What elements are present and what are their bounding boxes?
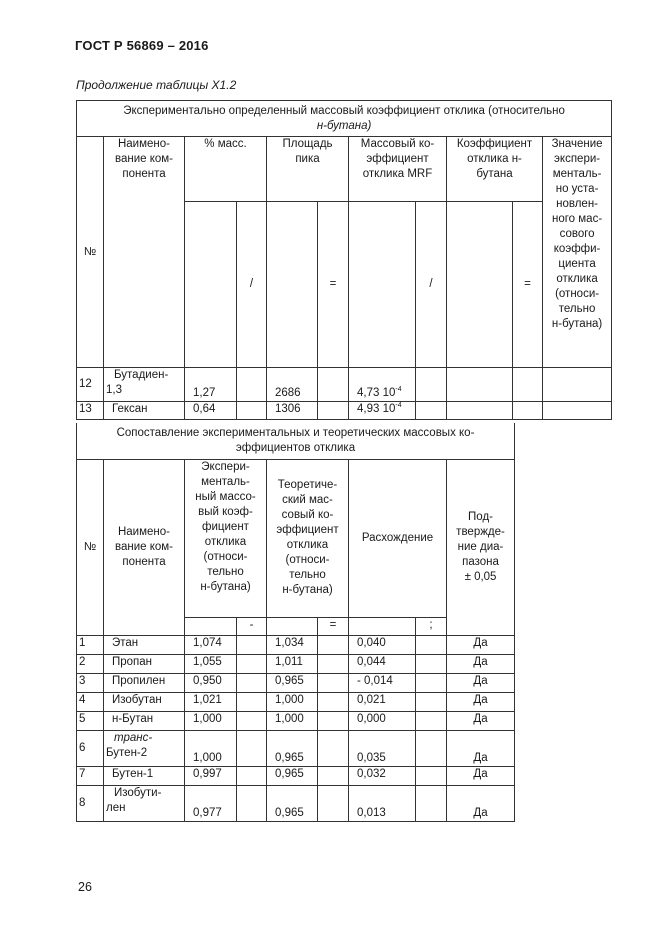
semicolon-operator: ; — [416, 617, 447, 635]
mass-percent-value: 1,27 — [185, 368, 237, 402]
confirmation-value: Да — [447, 766, 515, 785]
row-number: 3 — [77, 673, 104, 692]
confirmation-value: Да — [447, 654, 515, 673]
difference-value: - 0,014 — [349, 673, 416, 692]
theoretical-value: 1,000 — [267, 711, 318, 730]
equals-operator: = — [513, 202, 543, 368]
mrf-value-subcell — [349, 202, 416, 368]
experimental-value: 1,021 — [185, 692, 237, 711]
col-theoretical-coef-header: Теоретиче- ский мас- совый ко- эффициент отклика (относи- тельно н-бутана) — [267, 459, 349, 617]
mass-value-subcell — [185, 202, 237, 368]
table-row — [77, 711, 515, 730]
table-row — [77, 673, 515, 692]
difference-value: 0,040 — [349, 635, 416, 654]
row-number: 2 — [77, 654, 104, 673]
area-value-subcell — [267, 202, 318, 368]
component-name: Бутен-1 — [104, 766, 185, 785]
component-name: Гексан — [104, 402, 185, 420]
experimental-value: 1,055 — [185, 654, 237, 673]
document-header: ГОСТ Р 56869 – 2016 — [75, 38, 209, 53]
experimental-value: 1,000 — [185, 711, 237, 730]
row-number: 4 — [77, 692, 104, 711]
row-number: 5 — [77, 711, 104, 730]
confirmation-value: Да — [447, 673, 515, 692]
row-number: 8 — [77, 785, 104, 821]
table-row — [77, 692, 515, 711]
row-number: 7 — [77, 766, 104, 785]
experimental-value: 1,000 — [185, 730, 237, 766]
divide-operator: / — [416, 202, 447, 368]
component-name: Изобутан — [104, 692, 185, 711]
col-number-header: № — [77, 459, 104, 635]
theoretical-value: 0,965 — [267, 730, 318, 766]
component-name: Бутадиен- 1,3 — [104, 368, 185, 402]
row-number: 13 — [77, 402, 104, 420]
difference-value: 0,013 — [349, 785, 416, 821]
comparison-table — [76, 423, 515, 822]
component-name: транс- Бутен-2 — [104, 730, 185, 766]
experimental-value: 1,074 — [185, 635, 237, 654]
col-range-confirmation-header: Под- твержде- ние диа- пазона ± 0,05 — [447, 459, 515, 635]
theoretical-value: 0,965 — [267, 766, 318, 785]
divide-operator: / — [237, 202, 267, 368]
component-name: Этан — [104, 635, 185, 654]
col-peak-area-header: Площадь пика — [267, 137, 349, 202]
table2-title: Сопоставление экспериментальных и теоретических массовых ко- эффициентов отклика — [77, 423, 515, 459]
row-number: 12 — [77, 368, 104, 402]
table-row — [77, 368, 612, 402]
page-number: 26 — [78, 880, 92, 894]
theoretical-value: 1,034 — [267, 635, 318, 654]
difference-value: 0,035 — [349, 730, 416, 766]
col-number-header: № — [77, 137, 104, 368]
difference-value: 0,044 — [349, 654, 416, 673]
table-continuation-caption: Продолжение таблицы X1.2 — [76, 78, 237, 92]
component-name: Пропилен — [104, 673, 185, 692]
coef-value-subcell — [447, 202, 513, 368]
col-experimental-coef-header: Экспери- менталь- ный массо- вый коэф- фициент отклика (относи- тельно н-бутана) — [185, 459, 267, 617]
confirmation-value: Да — [447, 692, 515, 711]
table-row — [77, 402, 612, 420]
experimental-value: 0,977 — [185, 785, 237, 821]
confirmation-value: Да — [447, 635, 515, 654]
component-name: Изобути- лен — [104, 785, 185, 821]
experimental-response-table — [76, 100, 612, 420]
equals-operator: = — [318, 202, 349, 368]
peak-area-value: 2686 — [267, 368, 318, 402]
difference-value: 0,032 — [349, 766, 416, 785]
col-butane-coef-header: Коэффициент отклика н- бутана — [447, 137, 543, 202]
table1-title: Экспериментально определенный массовый коэффициент отклика (относительно н-бутана) — [77, 101, 612, 137]
col-mass-percent-header: % масс. — [185, 137, 267, 202]
minus-operator: - — [237, 617, 267, 635]
table-row — [77, 766, 515, 785]
confirmation-value: Да — [447, 711, 515, 730]
theoretical-value: 1,011 — [267, 654, 318, 673]
table-row — [77, 730, 515, 766]
col-experimental-value-header: Значение экспери- менталь- но уста- новлен- ного мас- сового коэффи- циента отклика (относи- тельно н-бутана) — [543, 137, 612, 368]
component-name: Пропан — [104, 654, 185, 673]
mass-percent-value: 0,64 — [185, 402, 237, 420]
col-difference-header: Расхождение — [349, 459, 447, 617]
confirmation-value: Да — [447, 730, 515, 766]
component-name: н-Бутан — [104, 711, 185, 730]
row-number: 6 — [77, 730, 104, 766]
row-number: 1 — [77, 635, 104, 654]
table-row — [77, 785, 515, 821]
confirmation-value: Да — [447, 785, 515, 821]
difference-value: 0,000 — [349, 711, 416, 730]
col-component-name-header: Наимено- вание ком- понента — [104, 137, 185, 368]
col-component-name-header: Наимено- вание ком- понента — [104, 459, 185, 635]
table-row — [77, 654, 515, 673]
table-row — [77, 635, 515, 654]
mrf-value: 4,93 $10^{-4}$ — [349, 402, 416, 420]
mrf-value: 4,73 $10^{-4}$ — [349, 368, 416, 402]
theoretical-value: 0,965 — [267, 785, 318, 821]
experimental-value: 0,950 — [185, 673, 237, 692]
equals-operator: = — [318, 617, 349, 635]
theoretical-value: 1,000 — [267, 692, 318, 711]
experimental-value: 0,997 — [185, 766, 237, 785]
theoretical-value: 0,965 — [267, 673, 318, 692]
col-mrf-header: Массовый ко- эффициент отклика MRF — [349, 137, 447, 202]
peak-area-value: 1306 — [267, 402, 318, 420]
difference-value: 0,021 — [349, 692, 416, 711]
